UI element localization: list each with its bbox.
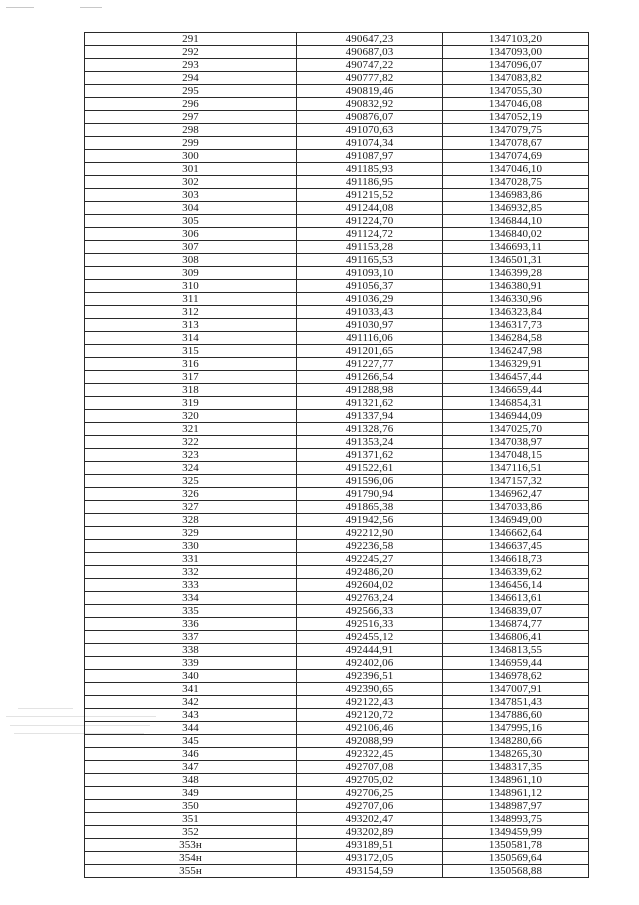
y-coordinate-cell: 1347103,20	[443, 33, 589, 46]
table-row	[85, 150, 589, 163]
y-coordinate-cell: 1348317,35	[443, 761, 589, 774]
x-coordinate-cell: 491288,98	[297, 384, 443, 397]
y-coordinate-cell: 1347046,08	[443, 98, 589, 111]
point-number-cell: 310	[85, 280, 297, 293]
y-coordinate-cell: 1348993,75	[443, 813, 589, 826]
x-coordinate-cell: 492705,02	[297, 774, 443, 787]
x-coordinate-cell: 491215,52	[297, 189, 443, 202]
y-coordinate-cell: 1347055,30	[443, 85, 589, 98]
point-number-cell: 295	[85, 85, 297, 98]
y-coordinate-cell: 1347046,10	[443, 163, 589, 176]
x-coordinate-cell: 492707,06	[297, 800, 443, 813]
x-coordinate-cell: 491186,95	[297, 176, 443, 189]
x-coordinate-cell: 492486,20	[297, 566, 443, 579]
x-coordinate-cell: 490747,22	[297, 59, 443, 72]
x-coordinate-cell: 490876,07	[297, 111, 443, 124]
x-coordinate-cell: 491201,65	[297, 345, 443, 358]
y-coordinate-cell: 1346840,02	[443, 228, 589, 241]
point-number-cell: 318	[85, 384, 297, 397]
y-coordinate-cell: 1346693,11	[443, 241, 589, 254]
table-row	[85, 800, 589, 813]
y-coordinate-cell: 1346806,41	[443, 631, 589, 644]
table-row	[85, 722, 589, 735]
point-number-cell: 332	[85, 566, 297, 579]
table-row	[85, 254, 589, 267]
x-coordinate-cell: 491942,56	[297, 514, 443, 527]
point-number-cell: 354н	[85, 852, 297, 865]
table-row	[85, 202, 589, 215]
point-number-cell: 337	[85, 631, 297, 644]
x-coordinate-cell: 491244,08	[297, 202, 443, 215]
x-coordinate-cell: 492122,43	[297, 696, 443, 709]
x-coordinate-cell: 492707,08	[297, 761, 443, 774]
y-coordinate-cell: 1347078,67	[443, 137, 589, 150]
table-row	[85, 371, 589, 384]
y-coordinate-cell: 1347995,16	[443, 722, 589, 735]
x-coordinate-cell: 492236,58	[297, 540, 443, 553]
table-row	[85, 449, 589, 462]
table-row	[85, 98, 589, 111]
table-row	[85, 306, 589, 319]
y-coordinate-cell: 1347052,19	[443, 111, 589, 124]
y-coordinate-cell: 1347096,07	[443, 59, 589, 72]
x-coordinate-cell: 491036,29	[297, 293, 443, 306]
point-number-cell: 331	[85, 553, 297, 566]
table-row	[85, 735, 589, 748]
point-number-cell: 349	[85, 787, 297, 800]
y-coordinate-cell: 1348987,97	[443, 800, 589, 813]
x-coordinate-cell: 492566,33	[297, 605, 443, 618]
x-coordinate-cell: 492106,46	[297, 722, 443, 735]
table-row	[85, 345, 589, 358]
y-coordinate-cell: 1348280,66	[443, 735, 589, 748]
table-row	[85, 124, 589, 137]
x-coordinate-cell: 492212,90	[297, 527, 443, 540]
point-number-cell: 300	[85, 150, 297, 163]
point-number-cell: 312	[85, 306, 297, 319]
x-coordinate-cell: 491030,97	[297, 319, 443, 332]
table-row	[85, 111, 589, 124]
table-row	[85, 319, 589, 332]
point-number-cell: 307	[85, 241, 297, 254]
y-coordinate-cell: 1346839,07	[443, 605, 589, 618]
point-number-cell: 345	[85, 735, 297, 748]
point-number-cell: 341	[85, 683, 297, 696]
x-coordinate-cell: 492516,33	[297, 618, 443, 631]
x-coordinate-cell: 491596,06	[297, 475, 443, 488]
table-row	[85, 709, 589, 722]
y-coordinate-cell: 1346662,64	[443, 527, 589, 540]
table-row	[85, 189, 589, 202]
point-number-cell: 316	[85, 358, 297, 371]
table-row	[85, 748, 589, 761]
table-row	[85, 605, 589, 618]
y-coordinate-cell: 1350581,78	[443, 839, 589, 852]
table-row	[85, 527, 589, 540]
point-number-cell: 309	[85, 267, 297, 280]
x-coordinate-cell: 492396,51	[297, 670, 443, 683]
scan-artifact-left	[18, 708, 73, 709]
table-row	[85, 384, 589, 397]
point-number-cell: 297	[85, 111, 297, 124]
coordinates-table-body	[85, 33, 589, 878]
x-coordinate-cell: 492402,06	[297, 657, 443, 670]
x-coordinate-cell: 493154,59	[297, 865, 443, 878]
x-coordinate-cell: 491224,70	[297, 215, 443, 228]
table-row	[85, 59, 589, 72]
table-row	[85, 696, 589, 709]
table-row	[85, 787, 589, 800]
x-coordinate-cell: 490687,03	[297, 46, 443, 59]
point-number-cell: 322	[85, 436, 297, 449]
point-number-cell: 340	[85, 670, 297, 683]
y-coordinate-cell: 1346949,00	[443, 514, 589, 527]
table-row	[85, 410, 589, 423]
y-coordinate-cell: 1346978,62	[443, 670, 589, 683]
point-number-cell: 334	[85, 592, 297, 605]
y-coordinate-cell: 1346501,31	[443, 254, 589, 267]
table-row	[85, 774, 589, 787]
y-coordinate-cell: 1346339,62	[443, 566, 589, 579]
y-coordinate-cell: 1347851,43	[443, 696, 589, 709]
table-row	[85, 540, 589, 553]
x-coordinate-cell: 491865,38	[297, 501, 443, 514]
table-row	[85, 33, 589, 46]
point-number-cell: 317	[85, 371, 297, 384]
point-number-cell: 306	[85, 228, 297, 241]
point-number-cell: 328	[85, 514, 297, 527]
point-number-cell: 352	[85, 826, 297, 839]
x-coordinate-cell: 491266,54	[297, 371, 443, 384]
table-row	[85, 85, 589, 98]
x-coordinate-cell: 492088,99	[297, 735, 443, 748]
y-coordinate-cell: 1347028,75	[443, 176, 589, 189]
point-number-cell: 325	[85, 475, 297, 488]
x-coordinate-cell: 493172,05	[297, 852, 443, 865]
table-row	[85, 72, 589, 85]
point-number-cell: 330	[85, 540, 297, 553]
y-coordinate-cell: 1346983,86	[443, 189, 589, 202]
x-coordinate-cell: 491074,34	[297, 137, 443, 150]
table-row	[85, 293, 589, 306]
table-row	[85, 852, 589, 865]
x-coordinate-cell: 492444,91	[297, 644, 443, 657]
x-coordinate-cell: 493202,47	[297, 813, 443, 826]
point-number-cell: 333	[85, 579, 297, 592]
y-coordinate-cell: 1346380,91	[443, 280, 589, 293]
x-coordinate-cell: 492245,27	[297, 553, 443, 566]
point-number-cell: 308	[85, 254, 297, 267]
y-coordinate-cell: 1347074,69	[443, 150, 589, 163]
y-coordinate-cell: 1346959,44	[443, 657, 589, 670]
x-coordinate-cell: 492763,24	[297, 592, 443, 605]
table-row	[85, 618, 589, 631]
x-coordinate-cell: 491087,97	[297, 150, 443, 163]
x-coordinate-cell: 491371,62	[297, 449, 443, 462]
y-coordinate-cell: 1346247,98	[443, 345, 589, 358]
point-number-cell: 326	[85, 488, 297, 501]
point-number-cell: 321	[85, 423, 297, 436]
y-coordinate-cell: 1346944,09	[443, 410, 589, 423]
x-coordinate-cell: 491153,28	[297, 241, 443, 254]
point-number-cell: 304	[85, 202, 297, 215]
point-number-cell: 296	[85, 98, 297, 111]
table-row	[85, 228, 589, 241]
y-coordinate-cell: 1347007,91	[443, 683, 589, 696]
point-number-cell: 292	[85, 46, 297, 59]
point-number-cell: 335	[85, 605, 297, 618]
x-coordinate-cell: 491185,93	[297, 163, 443, 176]
point-number-cell: 336	[85, 618, 297, 631]
x-coordinate-cell: 491353,24	[297, 436, 443, 449]
x-coordinate-cell: 492390,65	[297, 683, 443, 696]
table-row	[85, 579, 589, 592]
y-coordinate-cell: 1347038,97	[443, 436, 589, 449]
point-number-cell: 343	[85, 709, 297, 722]
x-coordinate-cell: 490832,92	[297, 98, 443, 111]
x-coordinate-cell: 491522,61	[297, 462, 443, 475]
table-row	[85, 514, 589, 527]
point-number-cell: 348	[85, 774, 297, 787]
y-coordinate-cell: 1350568,88	[443, 865, 589, 878]
point-number-cell: 314	[85, 332, 297, 345]
y-coordinate-cell: 1347033,86	[443, 501, 589, 514]
x-coordinate-cell: 492322,45	[297, 748, 443, 761]
y-coordinate-cell: 1346284,58	[443, 332, 589, 345]
y-coordinate-cell: 1349459,99	[443, 826, 589, 839]
table-row	[85, 137, 589, 150]
point-number-cell: 351	[85, 813, 297, 826]
point-number-cell: 350	[85, 800, 297, 813]
y-coordinate-cell: 1346813,55	[443, 644, 589, 657]
point-number-cell: 303	[85, 189, 297, 202]
point-number-cell: 323	[85, 449, 297, 462]
y-coordinate-cell: 1350569,64	[443, 852, 589, 865]
table-row	[85, 501, 589, 514]
x-coordinate-cell: 492604,02	[297, 579, 443, 592]
point-number-cell: 353н	[85, 839, 297, 852]
y-coordinate-cell: 1346399,28	[443, 267, 589, 280]
y-coordinate-cell: 1346329,91	[443, 358, 589, 371]
point-number-cell: 324	[85, 462, 297, 475]
point-number-cell: 293	[85, 59, 297, 72]
table-row	[85, 761, 589, 774]
table-row	[85, 267, 589, 280]
x-coordinate-cell: 491337,94	[297, 410, 443, 423]
table-row	[85, 566, 589, 579]
x-coordinate-cell: 491227,77	[297, 358, 443, 371]
point-number-cell: 299	[85, 137, 297, 150]
x-coordinate-cell: 490647,23	[297, 33, 443, 46]
table-row	[85, 670, 589, 683]
table-row	[85, 215, 589, 228]
y-coordinate-cell: 1347083,82	[443, 72, 589, 85]
y-coordinate-cell: 1347079,75	[443, 124, 589, 137]
y-coordinate-cell: 1346854,31	[443, 397, 589, 410]
table-row	[85, 826, 589, 839]
table-row	[85, 488, 589, 501]
table-row	[85, 176, 589, 189]
y-coordinate-cell: 1346613,61	[443, 592, 589, 605]
table-row	[85, 644, 589, 657]
y-coordinate-cell: 1346962,47	[443, 488, 589, 501]
x-coordinate-cell: 493189,51	[297, 839, 443, 852]
x-coordinate-cell: 491328,76	[297, 423, 443, 436]
y-coordinate-cell: 1346874,77	[443, 618, 589, 631]
table-row	[85, 358, 589, 371]
point-number-cell: 344	[85, 722, 297, 735]
y-coordinate-cell: 1347886,60	[443, 709, 589, 722]
table-row	[85, 436, 589, 449]
y-coordinate-cell: 1346323,84	[443, 306, 589, 319]
point-number-cell: 294	[85, 72, 297, 85]
table-row	[85, 46, 589, 59]
point-number-cell: 313	[85, 319, 297, 332]
scan-artifact-top	[80, 7, 102, 8]
table-row	[85, 839, 589, 852]
y-coordinate-cell: 1348961,10	[443, 774, 589, 787]
y-coordinate-cell: 1347025,70	[443, 423, 589, 436]
y-coordinate-cell: 1347093,00	[443, 46, 589, 59]
y-coordinate-cell: 1346659,44	[443, 384, 589, 397]
x-coordinate-cell: 492455,12	[297, 631, 443, 644]
table-row	[85, 241, 589, 254]
y-coordinate-cell: 1346317,73	[443, 319, 589, 332]
table-row	[85, 657, 589, 670]
y-coordinate-cell: 1348265,30	[443, 748, 589, 761]
point-number-cell: 339	[85, 657, 297, 670]
coordinates-table	[84, 32, 589, 878]
point-number-cell: 311	[85, 293, 297, 306]
x-coordinate-cell: 491321,62	[297, 397, 443, 410]
table-row	[85, 865, 589, 878]
y-coordinate-cell: 1346618,73	[443, 553, 589, 566]
x-coordinate-cell: 493202,89	[297, 826, 443, 839]
y-coordinate-cell: 1346457,44	[443, 371, 589, 384]
y-coordinate-cell: 1347116,51	[443, 462, 589, 475]
x-coordinate-cell: 491790,94	[297, 488, 443, 501]
point-number-cell: 319	[85, 397, 297, 410]
table-row	[85, 163, 589, 176]
point-number-cell: 301	[85, 163, 297, 176]
point-number-cell: 355н	[85, 865, 297, 878]
y-coordinate-cell: 1346637,45	[443, 540, 589, 553]
point-number-cell: 338	[85, 644, 297, 657]
point-number-cell: 298	[85, 124, 297, 137]
y-coordinate-cell: 1346330,96	[443, 293, 589, 306]
x-coordinate-cell: 491165,53	[297, 254, 443, 267]
point-number-cell: 302	[85, 176, 297, 189]
table-row	[85, 475, 589, 488]
table-row	[85, 423, 589, 436]
scan-artifact-top	[6, 7, 34, 8]
point-number-cell: 305	[85, 215, 297, 228]
point-number-cell: 291	[85, 33, 297, 46]
table-row	[85, 631, 589, 644]
x-coordinate-cell: 492706,25	[297, 787, 443, 800]
point-number-cell: 315	[85, 345, 297, 358]
point-number-cell: 329	[85, 527, 297, 540]
table-row	[85, 683, 589, 696]
point-number-cell: 347	[85, 761, 297, 774]
y-coordinate-cell: 1346932,85	[443, 202, 589, 215]
x-coordinate-cell: 490777,82	[297, 72, 443, 85]
y-coordinate-cell: 1346456,14	[443, 579, 589, 592]
x-coordinate-cell: 491116,06	[297, 332, 443, 345]
x-coordinate-cell: 491093,10	[297, 267, 443, 280]
point-number-cell: 346	[85, 748, 297, 761]
x-coordinate-cell: 490819,46	[297, 85, 443, 98]
table-row	[85, 813, 589, 826]
x-coordinate-cell: 491056,37	[297, 280, 443, 293]
table-row	[85, 553, 589, 566]
table-row	[85, 332, 589, 345]
x-coordinate-cell: 492120,72	[297, 709, 443, 722]
x-coordinate-cell: 491070,63	[297, 124, 443, 137]
table-row	[85, 397, 589, 410]
table-row	[85, 280, 589, 293]
x-coordinate-cell: 491033,43	[297, 306, 443, 319]
y-coordinate-cell: 1348961,12	[443, 787, 589, 800]
table-row	[85, 592, 589, 605]
x-coordinate-cell: 491124,72	[297, 228, 443, 241]
point-number-cell: 327	[85, 501, 297, 514]
y-coordinate-cell: 1347157,32	[443, 475, 589, 488]
y-coordinate-cell: 1346844,10	[443, 215, 589, 228]
table-row	[85, 462, 589, 475]
point-number-cell: 320	[85, 410, 297, 423]
point-number-cell: 342	[85, 696, 297, 709]
y-coordinate-cell: 1347048,15	[443, 449, 589, 462]
